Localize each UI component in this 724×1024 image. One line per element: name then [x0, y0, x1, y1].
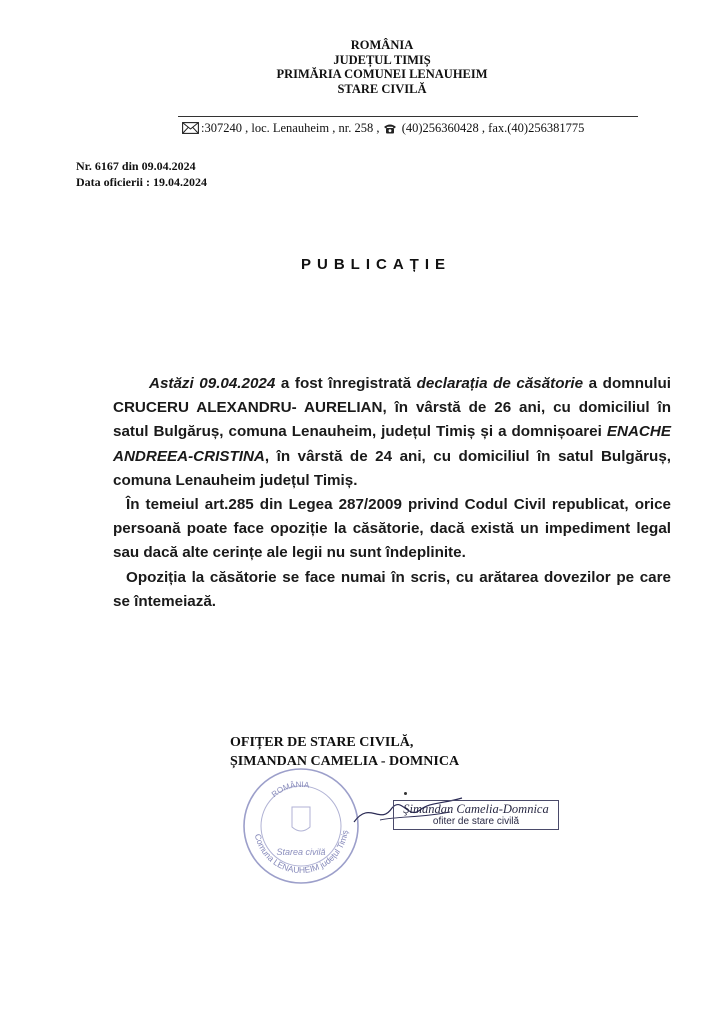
paragraph-declaration	[113, 372, 671, 493]
name-stamp	[393, 800, 559, 830]
document-body	[113, 372, 671, 614]
bride-name: ENACHE ANDREEA-CRISTINA	[113, 423, 671, 465]
paragraph-opposition: Opoziția la căsătorie se face numai în scris, cu arătarea dovezilor pe care se întemeiază.	[113, 568, 671, 610]
svg-text:Starea civilă: Starea civilă	[276, 847, 326, 857]
posting-date: Data oficierii : 19.04.2024	[76, 175, 207, 189]
stamp-name: Şimandan Camelia-Domnica	[403, 802, 549, 816]
registration-number: Nr. 6167 din 09.04.2024	[76, 159, 196, 173]
letterhead	[0, 38, 724, 96]
document-title: PUBLICAȚIE	[301, 256, 451, 273]
paragraph-legal-basis: În temeiul art.285 din Legea 287/2009 privind Codul Civil republicat, orice persoană poate face opoziție la căsătorie, dacă există un impediment legal sau dacă alte cerințe ale legii nu sunt îndeplinite.	[113, 496, 671, 562]
envelope-icon	[182, 122, 199, 138]
declaration-term: declarația de căsătorie	[416, 375, 584, 392]
registration-info	[76, 158, 207, 190]
paragraph-text: , în vârstă de 24 ani, cu domiciliul în satul Bulgăruș, comuna Lenauheim județul Timiș.	[113, 447, 671, 489]
ink-dot	[404, 792, 407, 795]
letterhead-country: ROMÂNIA	[350, 38, 414, 52]
declaration-date: Astăzi 09.04.2024	[149, 375, 276, 392]
letterhead-institution: PRIMĂRIA COMUNEI LENAUHEIM	[276, 67, 488, 81]
contact-address: :307240 , loc. Lenauheim , nr. 258 ,	[201, 121, 383, 135]
contact-phone-fax: (40)256360428 , fax.(40)256381775	[398, 121, 585, 135]
contact-line	[182, 121, 584, 138]
svg-text:ROMÂNIA: ROMÂNIA	[269, 779, 310, 800]
telephone-icon	[383, 123, 397, 138]
letterhead-department: STARE CIVILĂ	[337, 81, 427, 96]
signer-role: OFIȚER DE STARE CIVILĂ,	[230, 735, 414, 750]
official-seal	[240, 765, 362, 887]
signer-name: ȘIMANDAN CAMELIA - DOMNICA	[230, 754, 460, 769]
svg-text:Comuna LENAUHEIM județul Timiș: Comuna LENAUHEIM județul Timiș	[252, 829, 350, 876]
paragraph-text: a fost înregistrată	[275, 375, 417, 392]
stamp-role: ofiter de stare civilă	[432, 816, 520, 827]
letterhead-county: JUDEȚUL TIMIȘ	[333, 52, 431, 67]
header-divider	[178, 116, 638, 117]
paragraph-text: a domnului CRUCERU ALEXANDRU- AURELIAN, în vârstă de 26 ani, cu domiciliul în satul Bulgăruș, comuna Lenauheim, județul Timiș și a domnișoarei	[113, 375, 671, 441]
